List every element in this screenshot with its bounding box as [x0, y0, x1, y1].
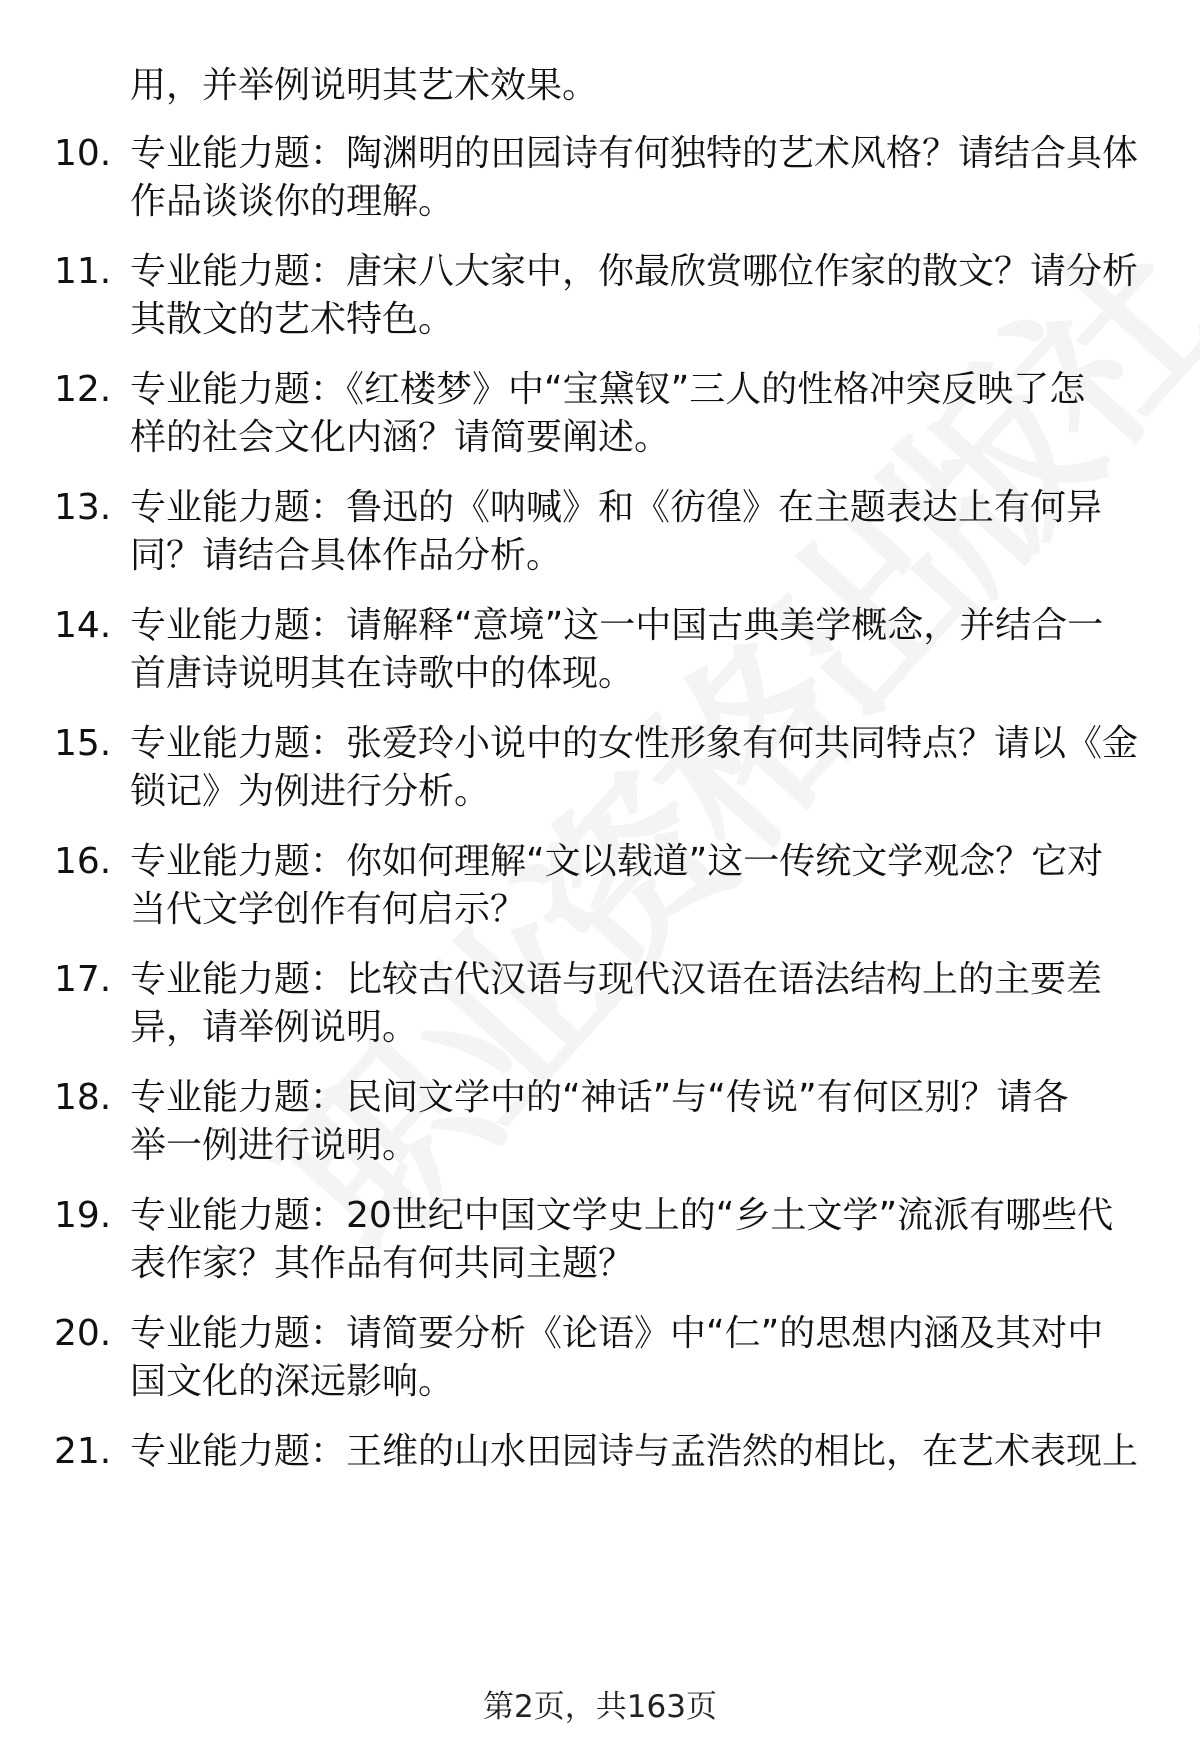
question-text-continued: 国文化的深远影响。 — [130, 1361, 455, 1402]
question-text: 专业能力题：民间文学中的“神话”与“传说”有何区别？请各 — [130, 1077, 1069, 1118]
question-text-continued: 首唐诗说明其在诗歌中的体现。 — [130, 653, 635, 694]
question-text: 专业能力题：鲁迅的《呐喊》和《彷徨》在主题表达上有何异 — [130, 487, 1103, 528]
question-text: 专业能力题：请解释“意境”这一中国古典美学概念，并结合一 — [130, 605, 1104, 646]
question-number: 11. — [54, 251, 112, 292]
question-number: 17. — [54, 959, 112, 1000]
question-number: 12. — [54, 369, 112, 410]
question-number: 20. — [54, 1313, 112, 1354]
question-text-continued: 举一例进行说明。 — [130, 1125, 419, 1166]
question-text: 专业能力题：王维的山水田园诗与孟浩然的相比，在艺术表现上 — [130, 1431, 1139, 1472]
question-number: 13. — [54, 487, 112, 528]
question-text-continued: 锁记》为例进行分析。 — [130, 771, 491, 812]
question-number: 16. — [54, 841, 112, 882]
question-number: 14. — [54, 605, 112, 646]
question-text: 专业能力题：唐宋八大家中，你最欣赏哪位作家的散文？请分析 — [130, 251, 1139, 292]
question-text: 专业能力题：比较古代汉语与现代汉语在语法结构上的主要差 — [130, 959, 1103, 1000]
question-text: 专业能力题：陶渊明的田园诗有何独特的艺术风格？请结合具体 — [130, 133, 1139, 174]
question-text-continued: 异，请举例说明。 — [130, 1007, 419, 1048]
question-text: 专业能力题：20世纪中国文学史上的“乡土文学”流派有哪些代 — [130, 1195, 1114, 1236]
page-footer: 第2页，共163页 — [483, 1689, 717, 1725]
continuation-text: 用，并举例说明其艺术效果。 — [130, 65, 599, 106]
question-number: 15. — [54, 723, 112, 764]
question-text-continued: 当代文学创作有何启示？ — [130, 889, 527, 930]
question-text-continued: 作品谈谈你的理解。 — [130, 181, 455, 222]
question-number: 19. — [54, 1195, 112, 1236]
question-text-continued: 同？请结合具体作品分析。 — [130, 535, 563, 576]
question-text-continued: 样的社会文化内涵？请简要阐述。 — [130, 417, 671, 458]
question-number: 21. — [54, 1431, 112, 1472]
question-text: 专业能力题：你如何理解“文以载道”这一传统文学观念？它对 — [130, 841, 1104, 882]
question-text-continued: 其散文的艺术特色。 — [130, 299, 455, 340]
question-text: 专业能力题：请简要分析《论语》中“仁”的思想内涵及其对中 — [130, 1313, 1104, 1354]
question-number: 18. — [54, 1077, 112, 1118]
question-number: 10. — [54, 133, 112, 174]
question-text-continued: 表作家？其作品有何共同主题？ — [130, 1243, 635, 1284]
question-text: 专业能力题：张爱玲小说中的女性形象有何共同特点？请以《金 — [130, 723, 1139, 764]
question-text: 专业能力题：《红楼梦》中“宝黛钗”三人的性格冲突反映了怎 — [130, 369, 1086, 410]
